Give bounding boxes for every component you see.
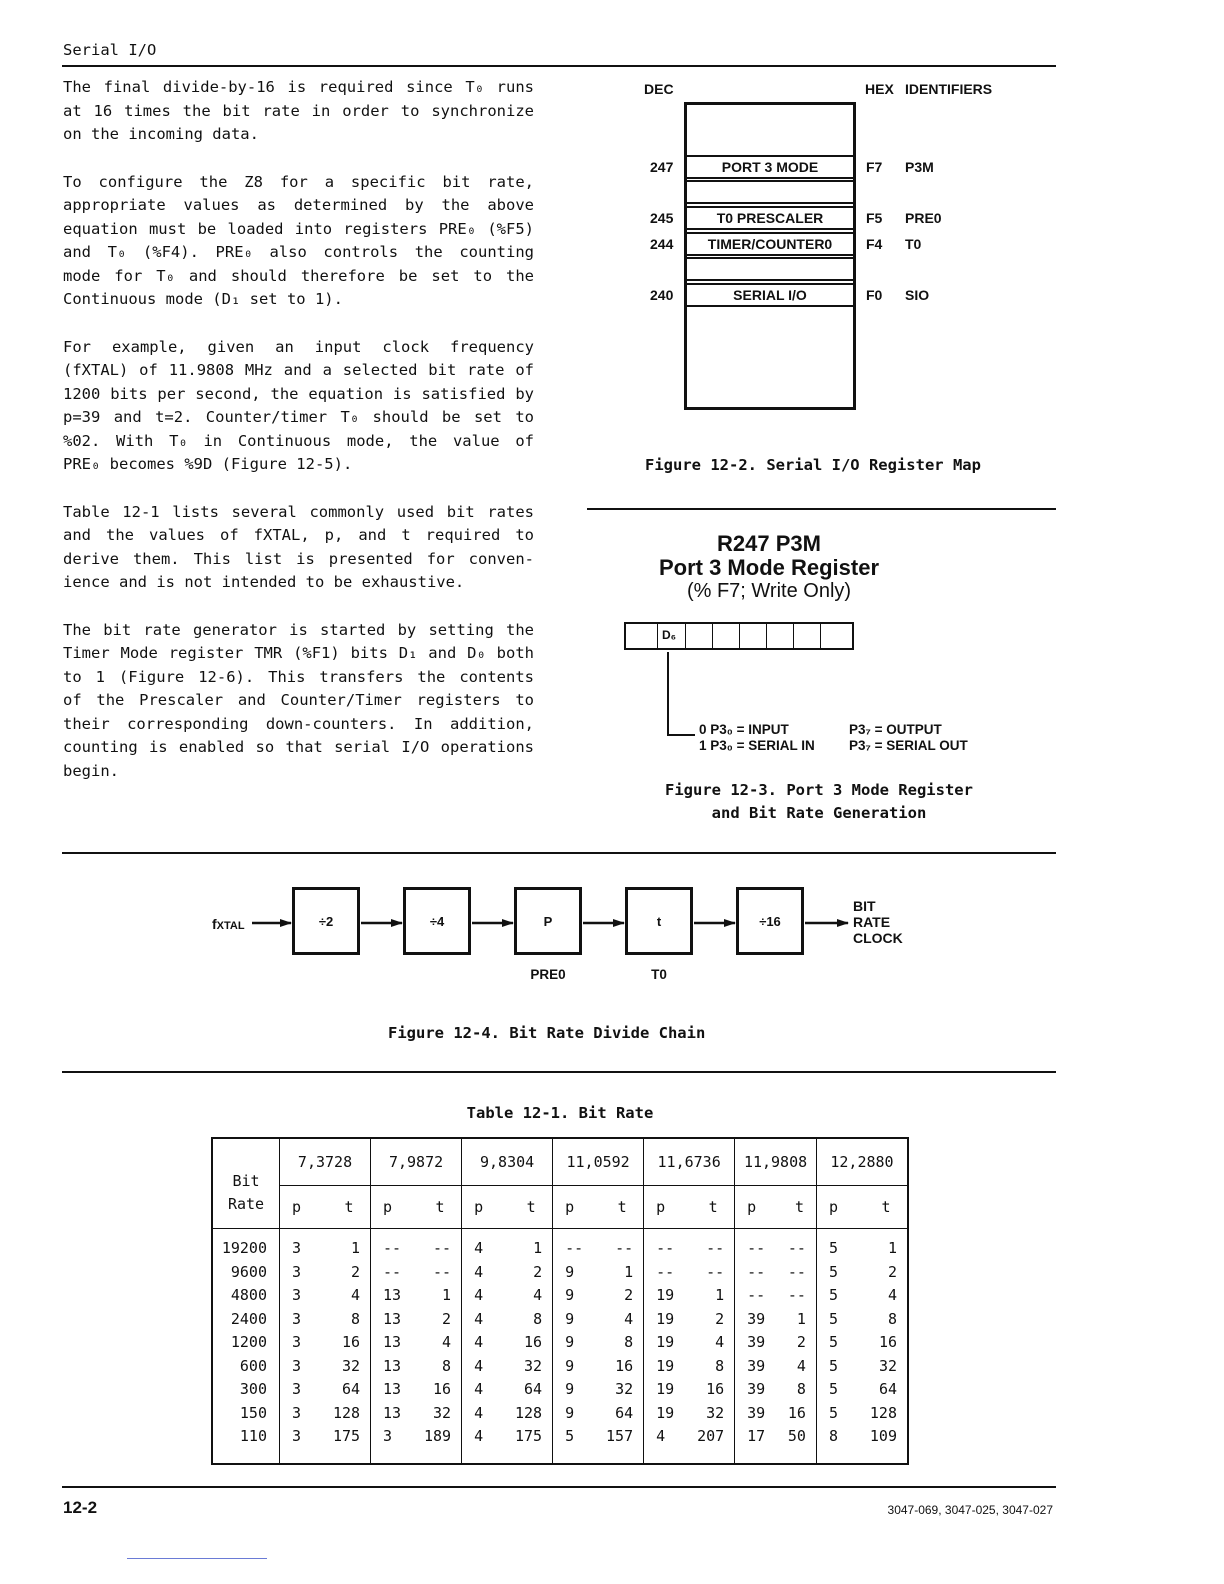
body-line: at 16 times the bit rate in order to synchronize [63,101,534,120]
body-line: (fXTAL) of 11.9808 MHz and a selected bit rate of [63,361,534,379]
map-dec-value: 247 [650,159,674,175]
t-value: 175 [332,1427,361,1445]
p-header: p [371,1186,420,1229]
t-value: 16 [878,1333,897,1351]
map-hex-value: F7 [866,159,883,175]
p-value: 5 [816,1331,865,1355]
t-header: t [328,1186,371,1229]
table-row [212,1402,908,1426]
p-header: p [553,1186,602,1229]
map-identifier: SIO [905,287,930,303]
figure-12-2-caption: Figure 12-2. Serial I/O Register Map [645,456,981,474]
t-value: 64 [524,1380,543,1398]
bit-d6: D₆ [658,624,686,648]
t-value: 189 [423,1427,452,1445]
p-value: 5 [816,1284,865,1308]
figure-12-3-caption-line1: Figure 12-3. Port 3 Mode Register [665,781,973,799]
p-header: p [462,1186,511,1229]
t-value: 32 [433,1403,452,1422]
t-value: 4 [624,1309,634,1328]
map-dec-value: 240 [650,287,674,303]
p-value: 4 [644,1425,693,1449]
t-value: 64 [615,1403,634,1422]
body-line: PRE₀ becomes %9D (Figure 12-5). [63,455,353,473]
body-line: derive them. This list is presented for conven- [63,549,534,568]
t-value: 2 [533,1262,543,1281]
body-line: equation must be loaded into registers PRE₀ (%F5) [63,219,534,238]
p-value: -- [371,1261,420,1285]
t0-label: T0 [651,967,667,982]
p-value: 39 [735,1355,784,1379]
p-value: 19 [644,1308,693,1332]
p-value: 5 [816,1237,865,1261]
t-value: 4 [887,1286,897,1304]
row-header-rate: Rate [227,1195,265,1213]
rate-cell: 4800 [212,1284,280,1308]
p-value: 5 [816,1402,865,1426]
map-hex-value: F0 [866,287,883,303]
p3m-legend-0b: P3₇ = OUTPUT [849,722,942,737]
table-row [212,1355,908,1379]
frequency-header: 11,0592 [553,1138,644,1186]
p-value: 8 [816,1425,865,1449]
figure-12-4-caption: Figure 12-4. Bit Rate Divide Chain [388,1024,706,1042]
t-value: 128 [869,1403,897,1422]
p-value: 9 [553,1308,602,1332]
body-line: counting is enabled so that serial I/O operations [63,738,534,756]
map-identifier: T0 [905,236,922,252]
rate-cell: 9600 [212,1261,280,1285]
divide-by-2-box: ÷2 [292,887,360,955]
p-value: 3 [280,1237,329,1261]
register-box: T0 PRESCALER [684,206,856,230]
p-value: 13 [371,1402,420,1426]
t-value: 175 [515,1427,543,1445]
rate-cell: 1200 [212,1331,280,1355]
p3m-subtitle: Port 3 Mode Register [658,555,880,580]
t-value: 16 [615,1356,634,1375]
t-value: 207 [697,1427,725,1445]
table-row [212,1308,908,1332]
p-value: -- [371,1237,420,1261]
t-value: 4 [351,1286,361,1304]
p-value: 9 [553,1331,602,1355]
p-value: 4 [462,1284,511,1308]
frequency-header: 12,2880 [816,1138,908,1186]
t-header: t [510,1186,553,1229]
t-value: 2 [887,1262,897,1281]
map-identifier: PRE0 [905,210,942,226]
t-value: 1 [796,1309,806,1328]
body-line: begin. [63,761,119,780]
body-line: To configure the Z8 for a specific bit rate, [63,172,534,191]
body-line: For example, given an input clock frequency [63,337,534,356]
t-value: -- [433,1239,452,1257]
p-value: 3 [280,1425,329,1449]
t-header: t [692,1186,735,1229]
t-value: -- [787,1262,806,1281]
body-line: mode for T₀ and should therefore be set to the [63,266,534,285]
rate-cell: 2400 [212,1308,280,1332]
p-value: 3 [280,1308,329,1332]
body-line: The final divide-by-16 is required since T₀ runs [63,78,534,96]
p-value: -- [735,1284,784,1308]
t-header: t [783,1186,816,1229]
table-row [212,1331,908,1355]
p-value: 3 [280,1402,329,1426]
p3m-legend-1b: P3₇ = SERIAL OUT [849,738,968,753]
p-value: 19 [644,1355,693,1379]
t-value: -- [706,1262,725,1281]
p-value: 13 [371,1308,420,1332]
page-number: 12-2 [63,1498,98,1517]
t-value: 32 [615,1380,634,1398]
table-row [212,1261,908,1285]
body-line: p=39 and t=2. Counter/timer T₀ should be set to [63,408,534,426]
map-dec-value: 244 [650,236,674,252]
t-value: 157 [606,1427,634,1445]
t-value: 32 [341,1356,361,1375]
body-line: and the values of fXTAL, p, and t required to [63,526,534,544]
body-line: ience and is not intended to be exhaustive. [63,573,465,591]
body-line: Continuous mode (D₁ set to 1). [63,290,343,308]
body-line: The bit rate generator is started by setting the [63,620,534,639]
p-value: 5 [816,1378,865,1402]
p-value: 5 [816,1261,865,1285]
p-value: 9 [553,1355,602,1379]
t-value: 16 [706,1380,725,1398]
t-value: 8 [533,1309,543,1328]
table-row [212,1425,908,1449]
body-line: %02. With T₀ in Continuous mode, the value of [63,431,534,450]
body-line: 1200 bits per second, the equation is satisfied by [63,384,534,403]
table-row [212,1284,908,1308]
p-value: 9 [553,1378,602,1402]
p-value: 13 [371,1355,420,1379]
p-value: -- [735,1261,784,1285]
t-value: 32 [878,1356,897,1375]
frequency-header: 11,9808 [735,1138,817,1186]
section-header: Serial I/O [63,41,157,59]
rate-cell: 19200 [212,1237,280,1261]
p-header: p [816,1186,865,1229]
p-value: 4 [462,1402,511,1426]
body-line: Table 12-1 lists several commonly used bit rates [63,502,534,521]
t-value: 8 [442,1356,452,1375]
map-dec-value: 245 [650,210,674,226]
body-line: appropriate values as determined by the above [63,196,534,214]
t-value: 1 [887,1239,897,1257]
t-value: 16 [341,1333,361,1351]
t-value: 4 [442,1333,452,1351]
t-header: t [601,1186,644,1229]
t-value: 1 [442,1286,452,1304]
pre0-label: PRE0 [530,967,566,982]
body-line: to 1 (Figure 12-6). This transfers the contents [63,667,534,686]
t-value: 109 [869,1427,897,1445]
p-value: 9 [553,1402,602,1426]
register-box: PORT 3 MODE [684,155,856,179]
frequency-header: 11,6736 [644,1138,735,1186]
body-line: Timer Mode register TMR (%F1) bits D₁ and D₀ both [63,644,534,662]
bit-rate-table [211,1137,909,1465]
rate-cell: 300 [212,1378,280,1402]
p-value: 5 [816,1308,865,1332]
t-value: -- [433,1262,452,1281]
t-value: 4 [796,1356,806,1375]
p-header: p [280,1186,329,1229]
p-value: 39 [735,1331,784,1355]
frequency-header: 7,3728 [280,1138,371,1186]
t-value: 32 [524,1356,543,1375]
t-value: -- [787,1286,806,1304]
footer-rule [62,1486,1056,1488]
body-line: and T₀ (%F4). PRE₀ also controls the counting [63,243,534,261]
t-value: 8 [624,1333,634,1351]
doc-code: 3047-069, 3047-025, 3047-027 [887,1503,1053,1517]
t-value: 64 [878,1380,897,1398]
frequency-header: 9,8304 [462,1138,553,1186]
rate-cell: 150 [212,1402,280,1426]
t-value: 1 [624,1262,634,1281]
p-value: 39 [735,1378,784,1402]
rate-cell: 110 [212,1425,280,1449]
figure-12-3-caption-line2: and Bit Rate Generation [711,804,927,822]
t-value: 64 [341,1380,361,1398]
t-value: 50 [787,1427,806,1445]
body-line: of the Prescaler and Counter/Timer registers to [63,691,534,709]
row-header-cell [212,1138,280,1229]
p-value: 4 [462,1378,511,1402]
p3m-access: (% F7; Write Only) [686,580,852,602]
t-header: t [419,1186,462,1229]
p-value: 13 [371,1331,420,1355]
p-value: 4 [462,1425,511,1449]
t-value: 32 [706,1403,725,1422]
register-box: TIMER/COUNTER0 [684,232,856,256]
t-value: 8 [715,1356,725,1375]
p-value: 4 [462,1355,511,1379]
t-value: 16 [787,1403,806,1422]
body-line: on the incoming data. [63,125,259,143]
divide-by-4-box: ÷4 [403,887,471,955]
p-value: 4 [462,1308,511,1332]
divide-by-16-box: ÷16 [736,887,804,955]
t-value: 1 [533,1239,543,1257]
section-rule-2 [62,1071,1056,1073]
p-value: 3 [371,1425,420,1449]
p-value: 5 [816,1355,865,1379]
output-label-1: BIT [853,898,876,914]
map-identifier: P3M [905,159,934,175]
output-label-3: CLOCK [853,930,903,946]
t-value: -- [706,1239,725,1257]
chain-input-label: fXTAL [212,916,245,932]
map-hex-value: F5 [866,210,883,226]
t-value: 128 [515,1403,543,1422]
p-value: -- [644,1237,693,1261]
frequency-header: 7,9872 [371,1138,462,1186]
prescaler-p-box: P [514,887,582,955]
p-value: -- [644,1261,693,1285]
p-value: 3 [280,1284,329,1308]
p-value: 17 [735,1425,784,1449]
p3m-legend-0a: 0 P3₀ = INPUT [699,722,789,737]
row-header-bit: Bit [232,1172,260,1190]
p-value: 9 [553,1284,602,1308]
p-value: 5 [553,1425,602,1449]
p-header: p [735,1186,784,1229]
t-value: -- [615,1239,634,1257]
t-value: 2 [442,1309,452,1328]
p-value: 4 [462,1331,511,1355]
table-row [212,1237,908,1261]
p-value: 19 [644,1378,693,1402]
p-value: 39 [735,1308,784,1332]
t-value: 8 [796,1380,806,1398]
t-value: -- [787,1239,806,1257]
p-value: 19 [644,1331,693,1355]
p-value: 39 [735,1402,784,1426]
p-value: -- [735,1237,784,1261]
t-value: 16 [524,1333,543,1351]
t-value: 16 [433,1380,452,1398]
p3m-legend-1a: 1 P3₀ = SERIAL IN [699,738,815,753]
p-value: 3 [280,1355,329,1379]
t-value: 2 [796,1333,806,1351]
map-col-id: IDENTIFIERS [905,81,993,97]
p-value: 3 [280,1261,329,1285]
map-col-hex: HEX [865,81,894,97]
body-line: their corresponding down-counters. In addition, [63,714,534,733]
p-value: 3 [280,1378,329,1402]
p-header: p [644,1186,693,1229]
table-title: Table 12-1. Bit Rate [466,1104,654,1122]
t-value: 4 [715,1333,725,1351]
t-header: t [865,1186,908,1229]
t-value: 8 [887,1309,897,1328]
t-value: 128 [332,1403,361,1422]
p-value: 13 [371,1284,420,1308]
t-value: 4 [533,1286,543,1304]
t-value: 8 [351,1309,361,1328]
t-value: 2 [624,1286,634,1304]
p-value: 19 [644,1402,693,1426]
map-hex-value: F4 [866,236,883,252]
t-value: 2 [351,1262,361,1281]
t-value: 2 [715,1309,725,1328]
p-value: 9 [553,1261,602,1285]
t-value: 1 [715,1286,725,1304]
t-value: 1 [351,1239,361,1257]
register-box: SERIAL I/O [684,283,856,307]
timer-t-box: t [625,887,693,955]
p-value: 19 [644,1284,693,1308]
rate-cell: 600 [212,1355,280,1379]
p-value: 3 [280,1331,329,1355]
p3m-title: R247 P3M [717,531,821,556]
p-value: 4 [462,1237,511,1261]
p-value: 13 [371,1378,420,1402]
output-label-2: RATE [853,914,891,930]
footer-link-line [127,1558,267,1559]
p-value: 4 [462,1261,511,1285]
table-row [212,1378,908,1402]
map-col-dec: DEC [644,81,674,97]
p-value: -- [553,1237,602,1261]
